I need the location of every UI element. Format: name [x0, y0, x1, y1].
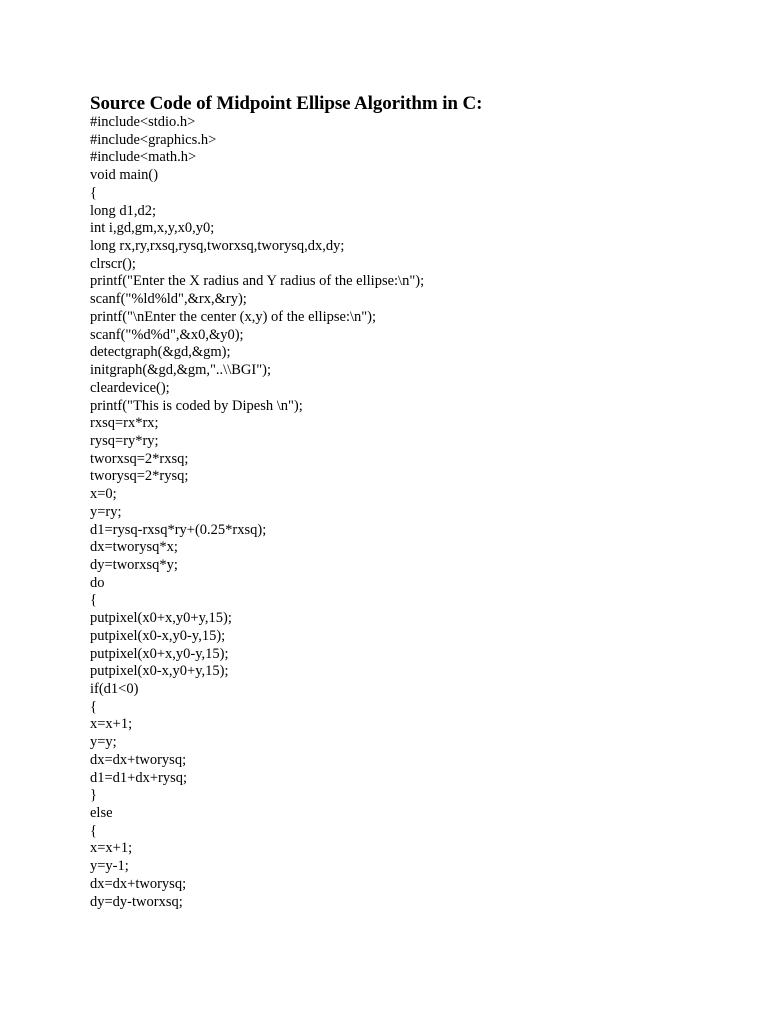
code-line: clrscr();: [90, 255, 136, 272]
code-line: #include<math.h>: [90, 149, 197, 166]
code-line: detectgraph(&gd,&gm);: [90, 344, 231, 361]
code-line: else: [90, 805, 113, 822]
code-line: dy=dy-tworxsq;: [90, 893, 183, 910]
code-line: {: [90, 592, 97, 609]
code-line: y=y-1;: [90, 858, 129, 875]
code-line: dx=dx+tworysq;: [90, 875, 187, 892]
code-line: dx=dx+tworysq;: [90, 751, 187, 768]
code-line: d1=d1+dx+rysq;: [90, 769, 188, 786]
code-line: if(d1<0): [90, 681, 139, 697]
code-line: putpixel(x0-x,y0-y,15);: [90, 627, 226, 644]
code-line: printf("This is coded by Dipesh \n");: [90, 397, 303, 414]
code-listing: [90, 114, 424, 911]
code-line: {: [90, 184, 97, 201]
code-line: #include<graphics.h>: [90, 131, 217, 148]
code-line: d1=rysq-rxsq*ry+(0.25*rxsq);: [90, 521, 267, 538]
code-line: printf("\nEnter the center (x,y) of the ellipse:\n");: [90, 308, 377, 325]
code-line: tworysq=2*rysq;: [90, 468, 189, 485]
code-line: {: [90, 822, 97, 839]
code-line: y=ry;: [90, 503, 122, 520]
code-line: putpixel(x0-x,y0+y,15);: [90, 663, 229, 680]
code-line: dx=tworysq*x;: [90, 539, 178, 556]
document-title: Source Code of Midpoint Ellipse Algorithm in C:: [90, 93, 483, 114]
code-line: putpixel(x0+x,y0+y,15);: [90, 610, 232, 627]
code-line: long d1,d2;: [90, 202, 157, 219]
code-line: rysq=ry*ry;: [90, 432, 159, 449]
code-line: int i,gd,gm,x,y,x0,y0;: [90, 220, 215, 237]
code-line: do: [90, 574, 105, 591]
code-line: }: [90, 787, 97, 804]
code-line: x=x+1;: [90, 840, 133, 857]
code-line: tworxsq=2*rxsq;: [90, 450, 189, 467]
code-line: initgraph(&gd,&gm,"..\\BGI");: [90, 362, 271, 379]
code-line: printf("Enter the X radius and Y radius of the ellipse:\n");: [90, 273, 425, 290]
code-line: x=0;: [90, 486, 117, 503]
code-line: cleardevice();: [90, 379, 170, 396]
code-line: {: [90, 698, 97, 715]
code-line: putpixel(x0+x,y0-y,15);: [90, 645, 229, 662]
code-line: scanf("%ld%ld",&rx,&ry);: [90, 291, 247, 308]
code-line: scanf("%d%d",&x0,&y0);: [90, 326, 244, 343]
code-line: void main(): [90, 167, 159, 184]
code-line: #include<stdio.h>: [90, 114, 196, 130]
code-line: x=x+1;: [90, 716, 133, 733]
code-line: rxsq=rx*rx;: [90, 415, 159, 432]
code-line: dy=tworxsq*y;: [90, 556, 178, 573]
code-line: y=y;: [90, 734, 117, 751]
code-line: long rx,ry,rxsq,rysq,tworxsq,tworysq,dx,dy;: [90, 238, 345, 255]
